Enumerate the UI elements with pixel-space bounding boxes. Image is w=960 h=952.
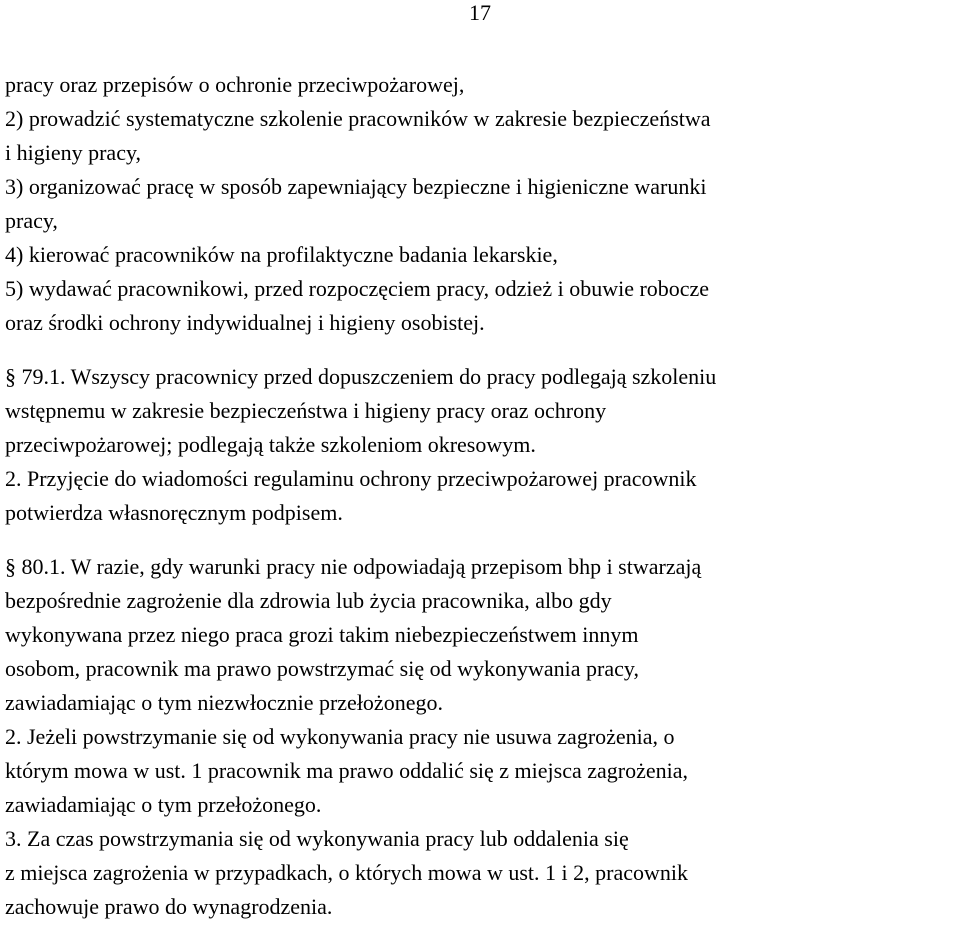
text-line: wstępnemu w zakresie bezpieczeństwa i higieny pracy oraz ochrony bbox=[5, 398, 607, 423]
text-line: oraz środki ochrony indywidualnej i higieny osobistej. bbox=[5, 310, 485, 335]
text-line: zachowuje prawo do wynagrodzenia. bbox=[5, 894, 333, 919]
text-line: wykonywana przez niego praca grozi takim niebezpieczeństwem innym bbox=[5, 622, 639, 647]
text-line: zawiadamiając o tym niezwłocznie przełożonego. bbox=[5, 690, 443, 715]
paragraph-gap bbox=[5, 530, 955, 550]
section-79 bbox=[5, 360, 955, 530]
text-line: zawiadamiając o tym przełożonego. bbox=[5, 792, 322, 817]
text-line: 3. Za czas powstrzymania się od wykonywania pracy lub oddalenia się bbox=[5, 826, 629, 851]
page-number: 17 bbox=[469, 0, 491, 25]
text-line: 2. Jeżeli powstrzymanie się od wykonywania pracy nie usuwa zagrożenia, o bbox=[5, 724, 675, 749]
text-line: 2. Przyjęcie do wiadomości regulaminu ochrony przeciwpożarowej pracownik bbox=[5, 466, 697, 491]
text-line: 2) prowadzić systematyczne szkolenie pracowników w zakresie bezpieczeństwa bbox=[5, 106, 711, 131]
paragraph-employer-duties bbox=[5, 68, 955, 340]
text-line: bezpośrednie zagrożenie dla zdrowia lub życia pracownika, albo gdy bbox=[5, 588, 612, 613]
text-line: osobom, pracownik ma prawo powstrzymać się od wykonywania pracy, bbox=[5, 656, 639, 681]
text-line: § 80.1. W razie, gdy warunki pracy nie odpowiadają przepisom bhp i stwarzają bbox=[5, 554, 702, 579]
text-line: potwierdza własnoręcznym podpisem. bbox=[5, 500, 343, 525]
text-line: którym mowa w ust. 1 pracownik ma prawo oddalić się z miejsca zagrożenia, bbox=[5, 758, 688, 783]
text-line: przeciwpożarowej; podlegają także szkoleniom okresowym. bbox=[5, 432, 536, 457]
text-line: pracy, bbox=[5, 208, 58, 233]
text-line: § 79.1. Wszyscy pracownicy przed dopuszczeniem do pracy podlegają szkoleniu bbox=[5, 364, 717, 389]
text-line: 5) wydawać pracownikowi, przed rozpoczęciem pracy, odzież i obuwie robocze bbox=[5, 276, 710, 301]
text-line: z miejsca zagrożenia w przypadkach, o których mowa w ust. 1 i 2, pracownik bbox=[5, 860, 688, 885]
text-line: pracy oraz przepisów o ochronie przeciwpożarowej, bbox=[5, 72, 465, 97]
paragraph-gap bbox=[5, 340, 955, 360]
document-body bbox=[5, 68, 955, 924]
text-line: 3) organizować pracę w sposób zapewniający bezpieczne i higieniczne warunki bbox=[5, 174, 707, 199]
text-line: i higieny pracy, bbox=[5, 140, 142, 165]
section-80 bbox=[5, 550, 955, 924]
text-line: 4) kierować pracowników na profilaktyczne badania lekarskie, bbox=[5, 242, 558, 267]
